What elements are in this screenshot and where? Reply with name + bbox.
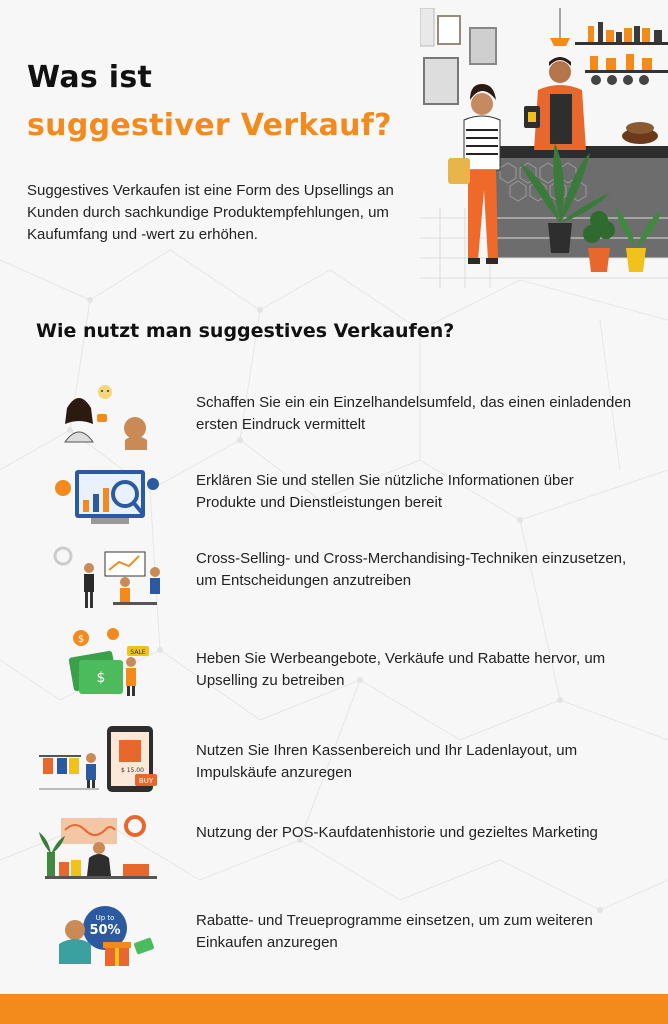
list-item xyxy=(0,896,668,976)
percent-label-text: Up to xyxy=(95,914,115,922)
shop-counter-illustration xyxy=(420,8,668,288)
list-item xyxy=(0,538,668,618)
list-item-text: Nutzen Sie Ihren Kassenbereich und Ihr Ladenlayout, um Impulskäufe anzuregen xyxy=(196,742,578,781)
footer-bar xyxy=(0,994,668,1024)
list-item xyxy=(0,624,668,704)
list-item-text: Cross-Selling- und Cross-Merchandising-Techniken einzusetzen, um Entscheidungen anzutreiben xyxy=(196,550,627,589)
mobile-shopping-icon xyxy=(35,722,175,802)
intro-paragraph: Suggestives Verkaufen ist eine Form des Upsellings an Kunden durch sachkundige Produktempfehlungen, um Kaufumfang und -wert zu erhöhen. xyxy=(27,182,394,243)
discount-gift-icon xyxy=(35,896,175,976)
svg-text:$: $ xyxy=(77,634,85,645)
list-item-text: Rabatte- und Treueprogramme einsetzen, um zum weiteren Einkaufen anzuregen xyxy=(196,912,593,951)
shop-analytics-icon xyxy=(35,812,175,892)
list-item xyxy=(0,382,668,462)
price-tag-text: $ 15.00 xyxy=(121,767,144,774)
sale-money-icon xyxy=(35,624,175,704)
svg-text:$: $ xyxy=(96,670,106,686)
section-title: Wie nutzt man suggestives Verkaufen? xyxy=(36,320,455,342)
sale-tag-text: SALE xyxy=(130,649,146,656)
list-item-text: Schaffen Sie ein ein Einzelhandelsumfeld, das einen einladenden ersten Eindruck vermittelt xyxy=(196,394,632,433)
list-item xyxy=(0,722,668,802)
percent-badge-text: 50% xyxy=(89,923,121,938)
list-item-text: Heben Sie Werbeangebote, Verkäufe und Rabatte hervor, um Upselling zu betreiben xyxy=(196,650,606,689)
list-item xyxy=(0,812,668,892)
list-item-text: Nutzung der POS-Kaufdatenhistorie und gezieltes Marketing xyxy=(196,824,598,841)
list-item xyxy=(0,460,668,540)
welcome-people-icon xyxy=(35,382,175,462)
page-title-line1: Was ist xyxy=(27,60,153,95)
information-screen-icon xyxy=(35,460,175,540)
page-title-line2: suggestiver Verkauf? xyxy=(27,108,392,143)
buy-button-text: BUY xyxy=(138,777,154,785)
list-item-text: Erklären Sie und stellen Sie nützliche Informationen über Produkte und Dienstleistungen bereit xyxy=(196,472,574,511)
team-presentation-icon xyxy=(35,538,175,618)
